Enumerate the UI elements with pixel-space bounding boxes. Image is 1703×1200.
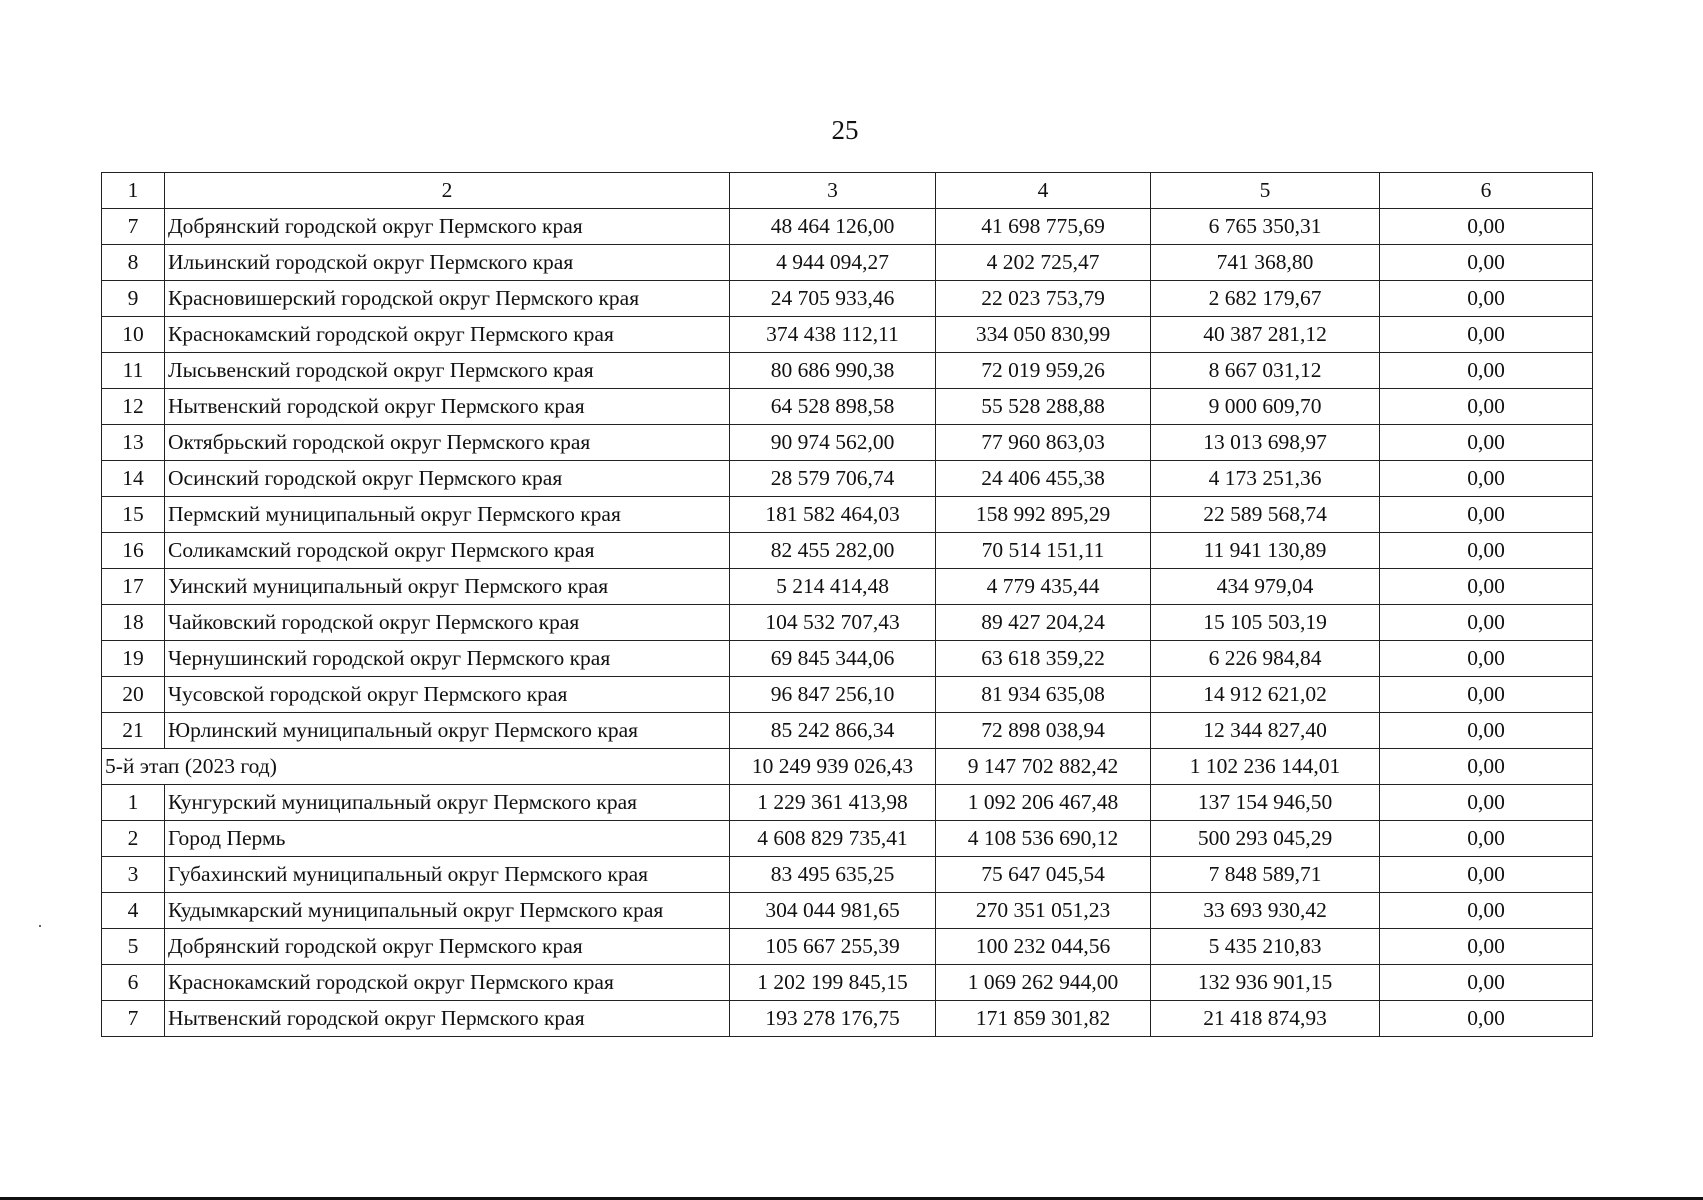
table-row	[102, 605, 1593, 641]
row-number: 2	[102, 821, 165, 857]
stage-label: 5-й этап (2023 год)	[102, 749, 730, 785]
municipality-name: Краснокамский городской округ Пермского края	[165, 965, 730, 1001]
value-col-6: 0,00	[1380, 245, 1593, 281]
value-col-4: 89 427 204,24	[936, 605, 1151, 641]
stage-row	[102, 749, 1593, 785]
value-col-4: 24 406 455,38	[936, 461, 1151, 497]
value-col-4: 72 898 038,94	[936, 713, 1151, 749]
column-header: 5	[1151, 173, 1380, 209]
row-number: 3	[102, 857, 165, 893]
value-col-5: 14 912 621,02	[1151, 677, 1380, 713]
value-col-5: 12 344 827,40	[1151, 713, 1380, 749]
municipality-name: Нытвенский городской округ Пермского края	[165, 389, 730, 425]
value-col-5: 137 154 946,50	[1151, 785, 1380, 821]
value-col-4: 334 050 830,99	[936, 317, 1151, 353]
municipality-name: Город Пермь	[165, 821, 730, 857]
value-col-6: 0,00	[1380, 677, 1593, 713]
budget-table	[101, 172, 1593, 1037]
value-col-3: 24 705 933,46	[730, 281, 936, 317]
value-col-4: 55 528 288,88	[936, 389, 1151, 425]
value-col-5: 6 226 984,84	[1151, 641, 1380, 677]
value-col-4: 70 514 151,11	[936, 533, 1151, 569]
table-row	[102, 389, 1593, 425]
page-number: 25	[831, 115, 859, 145]
value-col-6: 0,00	[1380, 821, 1593, 857]
table-row	[102, 641, 1593, 677]
municipality-name: Краснокамский городской округ Пермского края	[165, 317, 730, 353]
value-col-3: 64 528 898,58	[730, 389, 936, 425]
value-col-3: 4 608 829 735,41	[730, 821, 936, 857]
value-col-3: 69 845 344,06	[730, 641, 936, 677]
row-number: 21	[102, 713, 165, 749]
value-col-3: 181 582 464,03	[730, 497, 936, 533]
value-col-6: 0,00	[1380, 497, 1593, 533]
table-row	[102, 533, 1593, 569]
table-row	[102, 857, 1593, 893]
row-number: 20	[102, 677, 165, 713]
municipality-name: Добрянский городской округ Пермского края	[165, 209, 730, 245]
value-col-4: 4 779 435,44	[936, 569, 1151, 605]
value-col-4: 22 023 753,79	[936, 281, 1151, 317]
value-col-5: 4 173 251,36	[1151, 461, 1380, 497]
table-row	[102, 965, 1593, 1001]
value-col-4: 100 232 044,56	[936, 929, 1151, 965]
value-col-5: 8 667 031,12	[1151, 353, 1380, 389]
municipality-name: Губахинский муниципальный округ Пермского края	[165, 857, 730, 893]
municipality-name: Нытвенский городской округ Пермского края	[165, 1001, 730, 1037]
value-col-3: 193 278 176,75	[730, 1001, 936, 1037]
value-col-5: 500 293 045,29	[1151, 821, 1380, 857]
row-number: 4	[102, 893, 165, 929]
municipality-name: Чернушинский городской округ Пермского края	[165, 641, 730, 677]
municipality-name: Кунгурский муниципальный округ Пермского края	[165, 785, 730, 821]
table-row	[102, 425, 1593, 461]
value-col-5: 21 418 874,93	[1151, 1001, 1380, 1037]
municipality-name: Осинский городской округ Пермского края	[165, 461, 730, 497]
value-col-3: 96 847 256,10	[730, 677, 936, 713]
value-col-5: 15 105 503,19	[1151, 605, 1380, 641]
value-col-4: 1 069 262 944,00	[936, 965, 1151, 1001]
row-number: 11	[102, 353, 165, 389]
municipality-name: Кудымкарский муниципальный округ Пермского края	[165, 893, 730, 929]
row-number: 15	[102, 497, 165, 533]
table-row	[102, 209, 1593, 245]
value-col-3: 1 202 199 845,15	[730, 965, 936, 1001]
value-col-3: 374 438 112,11	[730, 317, 936, 353]
column-header: 6	[1380, 173, 1593, 209]
value-col-4: 77 960 863,03	[936, 425, 1151, 461]
value-col-4: 41 698 775,69	[936, 209, 1151, 245]
value-col-4: 72 019 959,26	[936, 353, 1151, 389]
value-col-5: 33 693 930,42	[1151, 893, 1380, 929]
municipality-name: Чусовской городской округ Пермского края	[165, 677, 730, 713]
value-col-6: 0,00	[1380, 893, 1593, 929]
table-row	[102, 461, 1593, 497]
row-number: 18	[102, 605, 165, 641]
table-row	[102, 713, 1593, 749]
row-number: 12	[102, 389, 165, 425]
stage-total-col-3: 10 249 939 026,43	[730, 749, 936, 785]
value-col-4: 158 992 895,29	[936, 497, 1151, 533]
value-col-6: 0,00	[1380, 425, 1593, 461]
value-col-3: 1 229 361 413,98	[730, 785, 936, 821]
value-col-6: 0,00	[1380, 857, 1593, 893]
value-col-5: 40 387 281,12	[1151, 317, 1380, 353]
value-col-4: 4 202 725,47	[936, 245, 1151, 281]
value-col-5: 7 848 589,71	[1151, 857, 1380, 893]
table-row	[102, 353, 1593, 389]
stage-total-col-4: 9 147 702 882,42	[936, 749, 1151, 785]
value-col-3: 28 579 706,74	[730, 461, 936, 497]
value-col-5: 13 013 698,97	[1151, 425, 1380, 461]
scan-speck	[39, 925, 41, 927]
row-number: 5	[102, 929, 165, 965]
value-col-6: 0,00	[1380, 713, 1593, 749]
value-col-5: 9 000 609,70	[1151, 389, 1380, 425]
value-col-6: 0,00	[1380, 281, 1593, 317]
municipality-name: Октябрьский городской округ Пермского края	[165, 425, 730, 461]
value-col-6: 0,00	[1380, 641, 1593, 677]
table-row	[102, 569, 1593, 605]
table-row	[102, 317, 1593, 353]
value-col-6: 0,00	[1380, 461, 1593, 497]
row-number: 1	[102, 785, 165, 821]
table-row	[102, 677, 1593, 713]
column-header: 4	[936, 173, 1151, 209]
column-header: 1	[102, 173, 165, 209]
table-row	[102, 893, 1593, 929]
value-col-3: 4 944 094,27	[730, 245, 936, 281]
table-row	[102, 821, 1593, 857]
municipality-name: Чайковский городской округ Пермского края	[165, 605, 730, 641]
table-row	[102, 245, 1593, 281]
value-col-6: 0,00	[1380, 209, 1593, 245]
table-row	[102, 785, 1593, 821]
table-row	[102, 1001, 1593, 1037]
value-col-4: 75 647 045,54	[936, 857, 1151, 893]
value-col-5: 741 368,80	[1151, 245, 1380, 281]
row-number: 17	[102, 569, 165, 605]
table-header-row	[102, 173, 1593, 209]
municipality-name: Лысьвенский городской округ Пермского края	[165, 353, 730, 389]
value-col-4: 171 859 301,82	[936, 1001, 1151, 1037]
table-row	[102, 497, 1593, 533]
row-number: 14	[102, 461, 165, 497]
stage-total-col-5: 1 102 236 144,01	[1151, 749, 1380, 785]
value-col-3: 90 974 562,00	[730, 425, 936, 461]
value-col-3: 85 242 866,34	[730, 713, 936, 749]
value-col-6: 0,00	[1380, 605, 1593, 641]
value-col-5: 434 979,04	[1151, 569, 1380, 605]
value-col-5: 11 941 130,89	[1151, 533, 1380, 569]
value-col-6: 0,00	[1380, 533, 1593, 569]
value-col-3: 80 686 990,38	[730, 353, 936, 389]
value-col-3: 104 532 707,43	[730, 605, 936, 641]
value-col-3: 82 455 282,00	[730, 533, 936, 569]
value-col-6: 0,00	[1380, 929, 1593, 965]
row-number: 7	[102, 1001, 165, 1037]
municipality-name: Уинский муниципальный округ Пермского края	[165, 569, 730, 605]
municipality-name: Пермский муниципальный округ Пермского края	[165, 497, 730, 533]
row-number: 19	[102, 641, 165, 677]
municipality-name: Юрлинский муниципальный округ Пермского края	[165, 713, 730, 749]
municipality-name: Ильинский городской округ Пермского края	[165, 245, 730, 281]
value-col-6: 0,00	[1380, 389, 1593, 425]
value-col-4: 1 092 206 467,48	[936, 785, 1151, 821]
table-row	[102, 281, 1593, 317]
value-col-6: 0,00	[1380, 785, 1593, 821]
value-col-5: 132 936 901,15	[1151, 965, 1380, 1001]
value-col-3: 105 667 255,39	[730, 929, 936, 965]
row-number: 16	[102, 533, 165, 569]
municipality-name: Добрянский городской округ Пермского края	[165, 929, 730, 965]
municipality-name: Красновишерский городской округ Пермского края	[165, 281, 730, 317]
value-col-3: 304 044 981,65	[730, 893, 936, 929]
value-col-5: 22 589 568,74	[1151, 497, 1380, 533]
row-number: 7	[102, 209, 165, 245]
row-number: 8	[102, 245, 165, 281]
value-col-5: 6 765 350,31	[1151, 209, 1380, 245]
table-row	[102, 929, 1593, 965]
value-col-4: 270 351 051,23	[936, 893, 1151, 929]
value-col-4: 81 934 635,08	[936, 677, 1151, 713]
value-col-6: 0,00	[1380, 353, 1593, 389]
value-col-4: 4 108 536 690,12	[936, 821, 1151, 857]
value-col-4: 63 618 359,22	[936, 641, 1151, 677]
row-number: 6	[102, 965, 165, 1001]
municipality-name: Соликамский городской округ Пермского края	[165, 533, 730, 569]
column-header: 3	[730, 173, 936, 209]
value-col-3: 83 495 635,25	[730, 857, 936, 893]
value-col-6: 0,00	[1380, 317, 1593, 353]
value-col-6: 0,00	[1380, 1001, 1593, 1037]
row-number: 13	[102, 425, 165, 461]
row-number: 9	[102, 281, 165, 317]
value-col-5: 5 435 210,83	[1151, 929, 1380, 965]
stage-total-col-6: 0,00	[1380, 749, 1593, 785]
row-number: 10	[102, 317, 165, 353]
value-col-6: 0,00	[1380, 965, 1593, 1001]
value-col-3: 5 214 414,48	[730, 569, 936, 605]
value-col-5: 2 682 179,67	[1151, 281, 1380, 317]
value-col-6: 0,00	[1380, 569, 1593, 605]
value-col-3: 48 464 126,00	[730, 209, 936, 245]
column-header: 2	[165, 173, 730, 209]
